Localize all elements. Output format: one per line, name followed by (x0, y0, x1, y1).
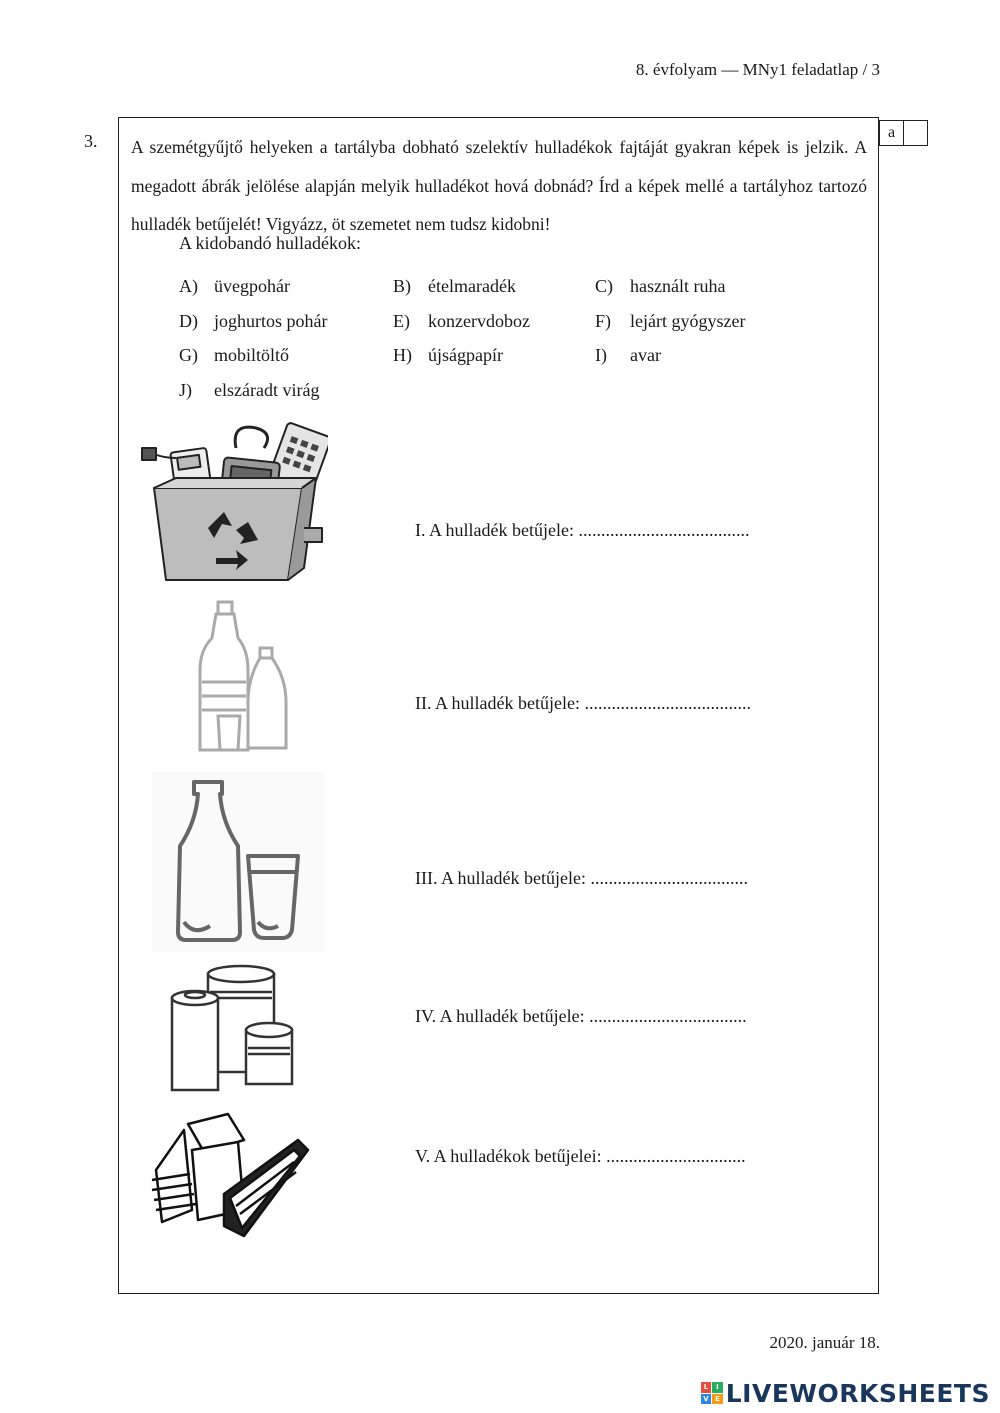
option-letter: J) (179, 380, 192, 400)
answer-blank[interactable]: ................................... (589, 1006, 747, 1026)
option-letter: G) (179, 345, 198, 365)
option-text: mobiltöltő (214, 345, 290, 365)
option-item (179, 276, 290, 297)
option-text: újságpapír (428, 345, 503, 365)
option-text: üvegpohár (214, 276, 290, 296)
logo-letter: I (712, 1382, 723, 1393)
answer-blank[interactable]: ............................... (606, 1146, 746, 1166)
option-letter: B) (393, 276, 411, 296)
option-text: ételmaradék (428, 276, 516, 296)
option-letter: C) (595, 276, 613, 296)
answer-label: I. A hulladék betűjele: (415, 520, 574, 540)
logo-letter: V (701, 1394, 712, 1405)
page-header: 8. évfolyam — MNy1 feladatlap / 3 (635, 60, 880, 79)
option-letter: E) (393, 311, 410, 331)
answer-line-3 (415, 868, 748, 889)
option-item (595, 345, 661, 366)
option-item (595, 311, 745, 332)
plastic-bottles-icon (190, 598, 300, 758)
cans-icon (166, 962, 302, 1102)
logo-letter: L (701, 1382, 712, 1393)
answer-label: III. A hulladék betűjele: (415, 868, 586, 888)
options-heading: A kidobandó hulladékok: (179, 233, 361, 253)
paper-icon (148, 1110, 314, 1240)
option-text: konzervdoboz (428, 311, 530, 331)
option-letter: F) (595, 311, 612, 331)
answer-label: V. A hulladékok betűjelei: (415, 1146, 602, 1166)
liveworksheets-logo-icon (701, 1382, 723, 1404)
answer-line-5 (415, 1146, 746, 1167)
option-letter: A) (179, 276, 198, 296)
answer-line-4 (415, 1006, 747, 1027)
option-item (393, 276, 516, 297)
answer-blank[interactable]: ...................................... (578, 520, 750, 540)
liveworksheets-brand[interactable] (701, 1378, 990, 1408)
answer-line-2 (415, 693, 751, 714)
answer-line-1 (415, 520, 749, 541)
option-text: avar (630, 345, 661, 365)
score-box (879, 120, 929, 146)
option-item (179, 380, 319, 401)
answer-label: II. A hulladék betűjele: (415, 693, 580, 713)
option-text: elszáradt virág (214, 380, 320, 400)
answer-blank[interactable]: ................................... (590, 868, 748, 888)
logo-letter: E (712, 1394, 723, 1405)
electronics-bin-icon (136, 418, 328, 590)
option-letter: H) (393, 345, 412, 365)
score-cell-value (903, 120, 928, 146)
page-footer-date: 2020. január 18. (769, 1333, 880, 1352)
score-cell-label: a (879, 120, 904, 146)
option-text: joghurtos pohár (214, 311, 328, 331)
option-item (595, 276, 725, 297)
task-instructions: A szemétgyűjtő helyeken a tartályba dobható szelektív hulladékok fajtáját gyakran képek is jelzik. A megadott ábrák jelölése alapján melyik hulladékot hová dobnád? Írd a képek mellé a tartályhoz tartozó hulladék betűjelét! Vigyázz, öt szemetet nem tudsz kidobni! (131, 137, 867, 234)
option-letter: I) (595, 345, 607, 365)
option-item (393, 345, 503, 366)
option-item (179, 311, 327, 332)
brand-name: LIVEWORKSHEETS (725, 1378, 990, 1408)
option-text: használt ruha (630, 276, 726, 296)
option-item (179, 345, 289, 366)
option-text: lejárt gyógyszer (630, 311, 746, 331)
option-letter: D) (179, 311, 198, 331)
answer-label: IV. A hulladék betűjele: (415, 1006, 585, 1026)
glass-bottle-icon (152, 772, 324, 952)
task-number: 3. (84, 131, 98, 151)
option-item (393, 311, 530, 332)
answer-blank[interactable]: ..................................... (584, 693, 751, 713)
